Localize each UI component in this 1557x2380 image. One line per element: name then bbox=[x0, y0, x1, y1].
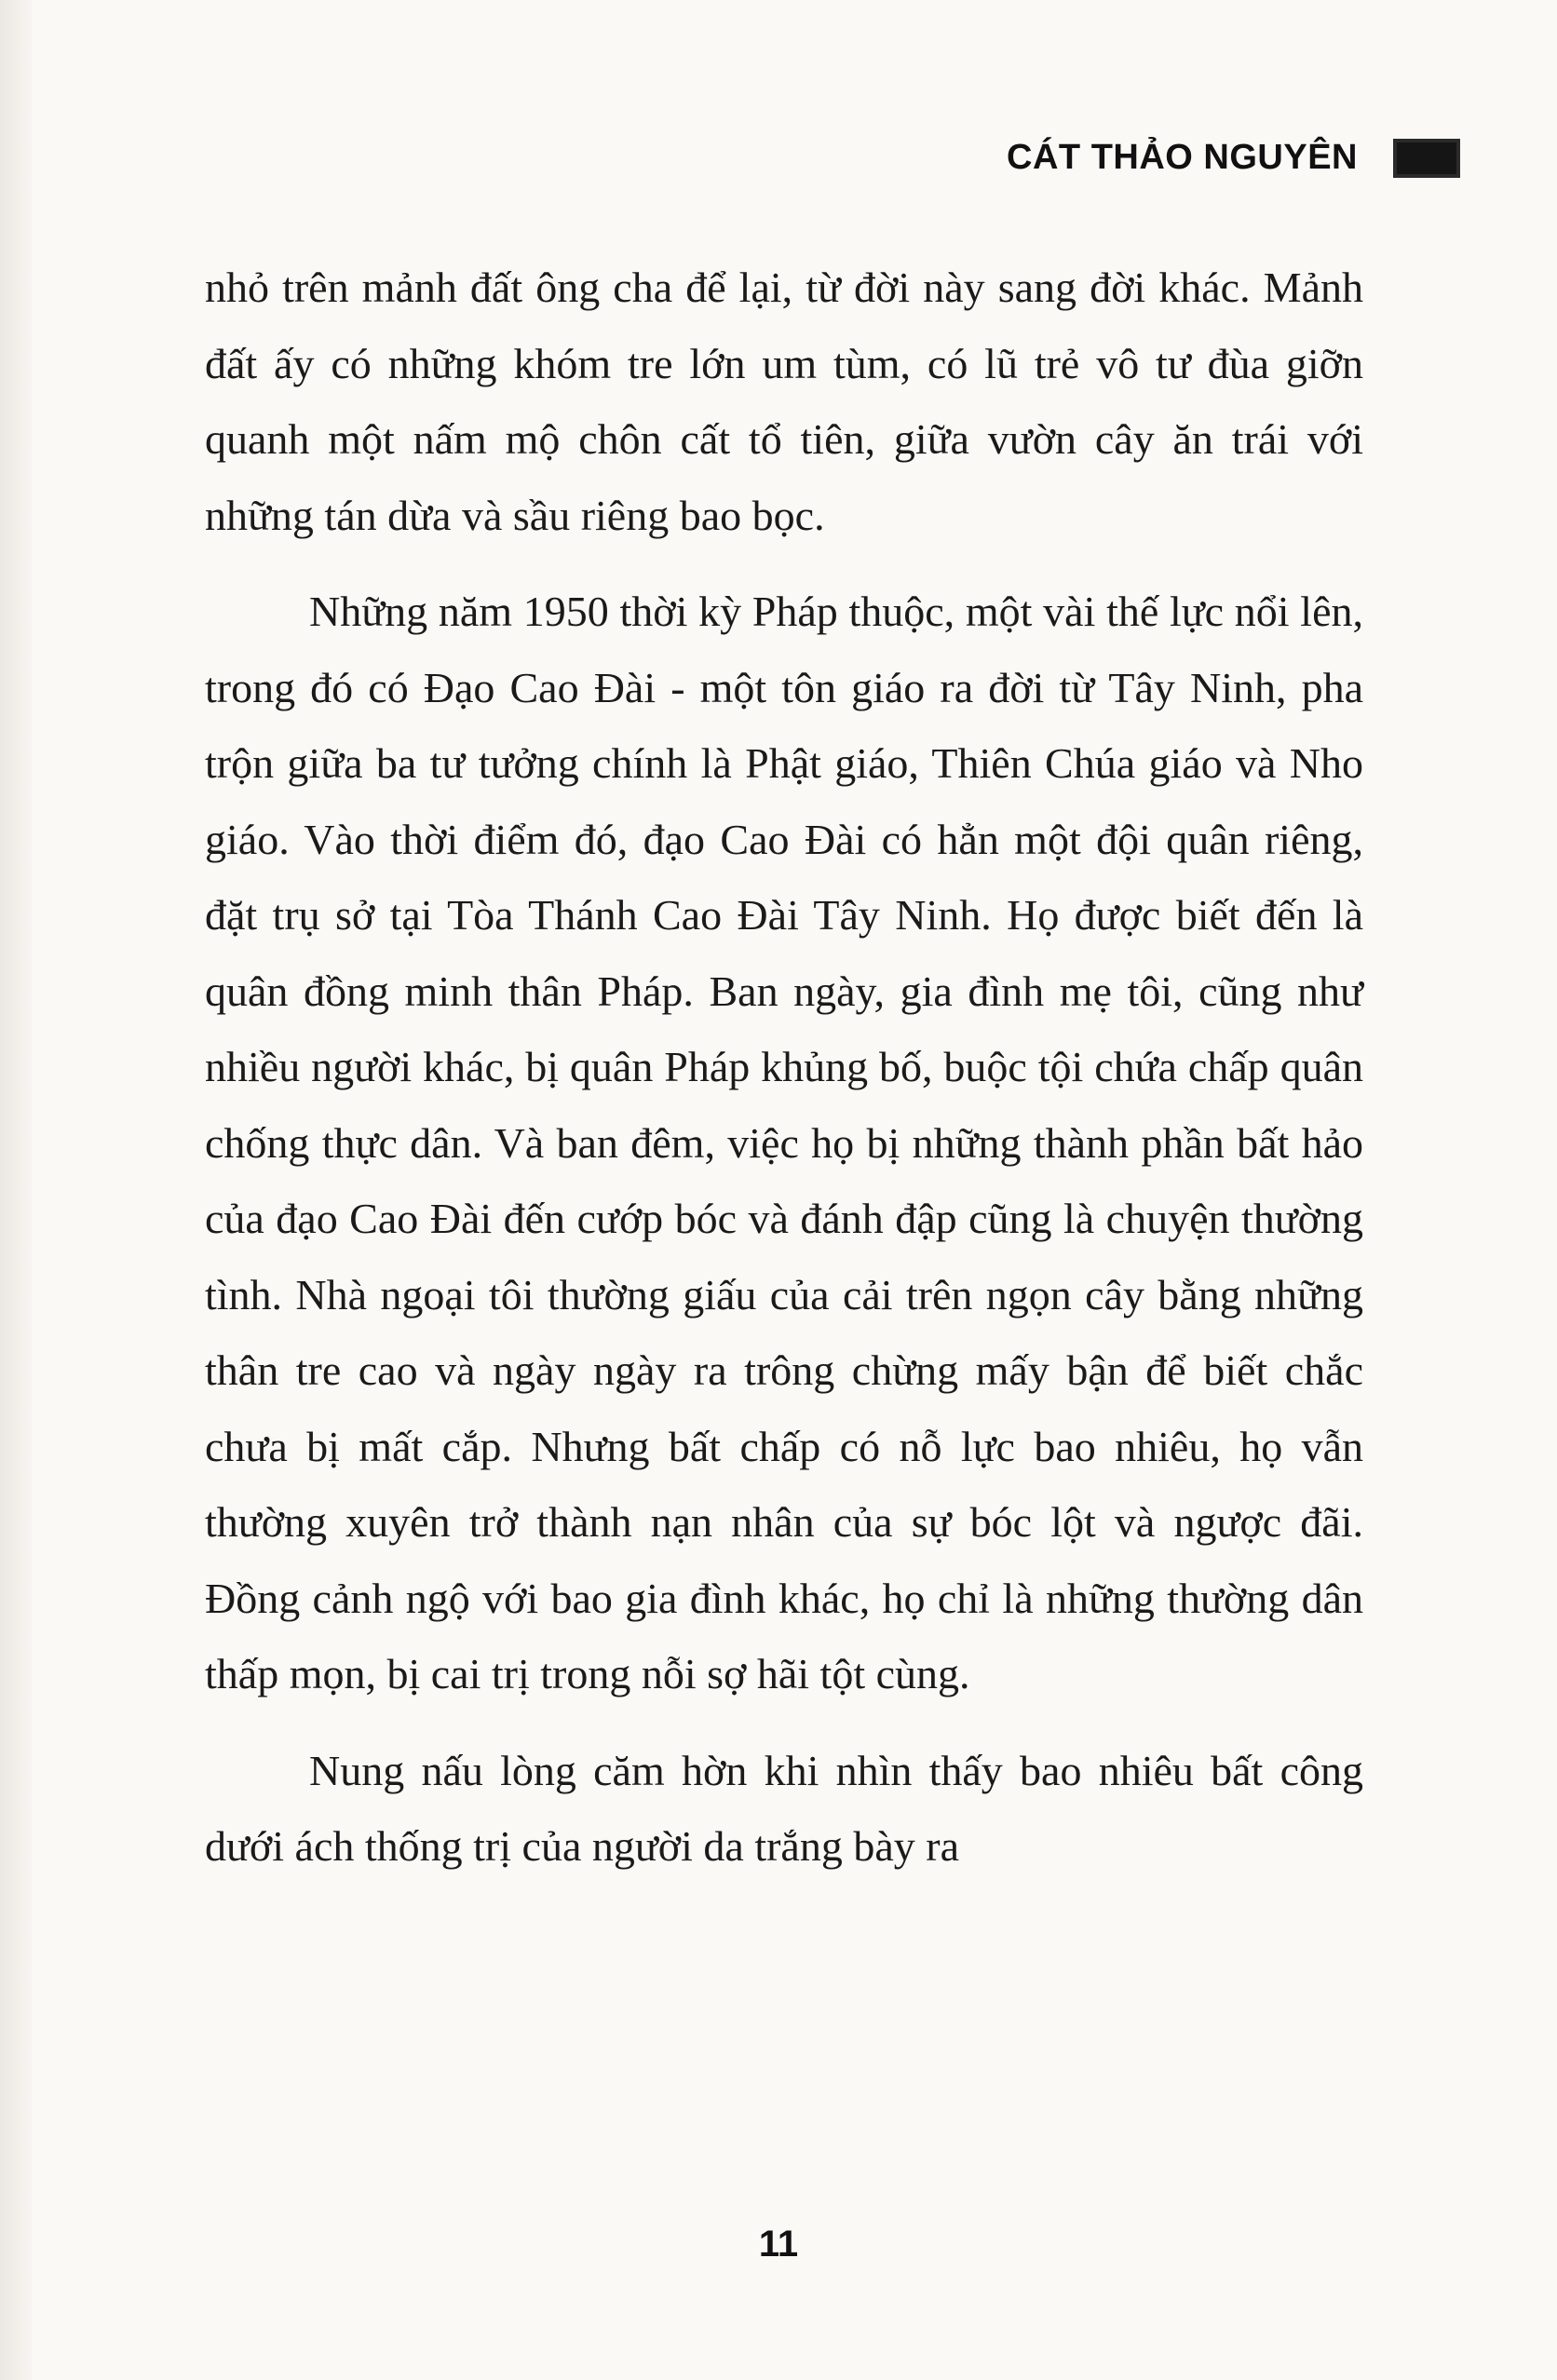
paragraph: Nung nấu lòng căm hờn khi nhìn thấy bao nhiêu bất công dưới ách thống trị của người da trắng bày ra bbox=[205, 1746, 1363, 1870]
header-block-mark bbox=[1393, 139, 1460, 178]
page-edge-shadow bbox=[0, 0, 32, 2380]
page-number: 11 bbox=[758, 2224, 799, 2265]
paragraph: Những năm 1950 thời kỳ Pháp thuộc, một vài thế lực nổi lên, trong đó có Đạo Cao Đài - một tôn giáo ra đời từ Tây Ninh, pha trộn giữa ba tư tưởng chính là Phật giáo, Thiên Chúa giáo và Nho giáo. Vào thời điểm đó, đạo Cao Đài có hẳn một đội quân riêng, đặt trụ sở tại Tòa Thánh Cao Đài Tây Ninh. Họ được biết đến là quân đồng minh thân Pháp. Ban ngày, gia đình mẹ tôi, cũng như nhiều người khác, bị quân Pháp khủng bố, buộc tội chứa chấp quân chống thực dân. Và ban đêm, việc họ bị những thành phần bất hảo của đạo Cao Đài đến cướp bóc và đánh đập cũng là chuyện thường tình. Nhà ngoại tôi thường giấu của cải trên ngọn cây bằng những thân tre cao và ngày ngày ra trông chừng mấy bận để biết chắc chưa bị mất cắp. Nhưng bất chấp có nỗ lực bao nhiêu, họ vẫn thường xuyên trở thành nạn nhân của sự bóc lột và ngược đãi. Đồng cảnh ngộ với bao gia đình khác, họ chỉ là những thường dân thấp mọn, bị cai trị trong nỗi sợ hãi tột cùng. bbox=[205, 588, 1363, 1697]
paragraph-continued: nhỏ trên mảnh đất ông cha để lại, từ đời này sang đời khác. Mảnh đất ấy có những khóm tre lớn um tùm, có lũ trẻ vô tư đùa giỡn quanh một nấm mộ chôn cất tổ tiên, giữa vườn cây ăn trái với những tán dừa và sầu riêng bao bọc. bbox=[205, 264, 1363, 539]
text-body bbox=[205, 250, 1363, 1905]
running-header bbox=[1007, 138, 1460, 178]
author-name: CÁT THẢO NGUYÊN bbox=[1007, 138, 1358, 177]
